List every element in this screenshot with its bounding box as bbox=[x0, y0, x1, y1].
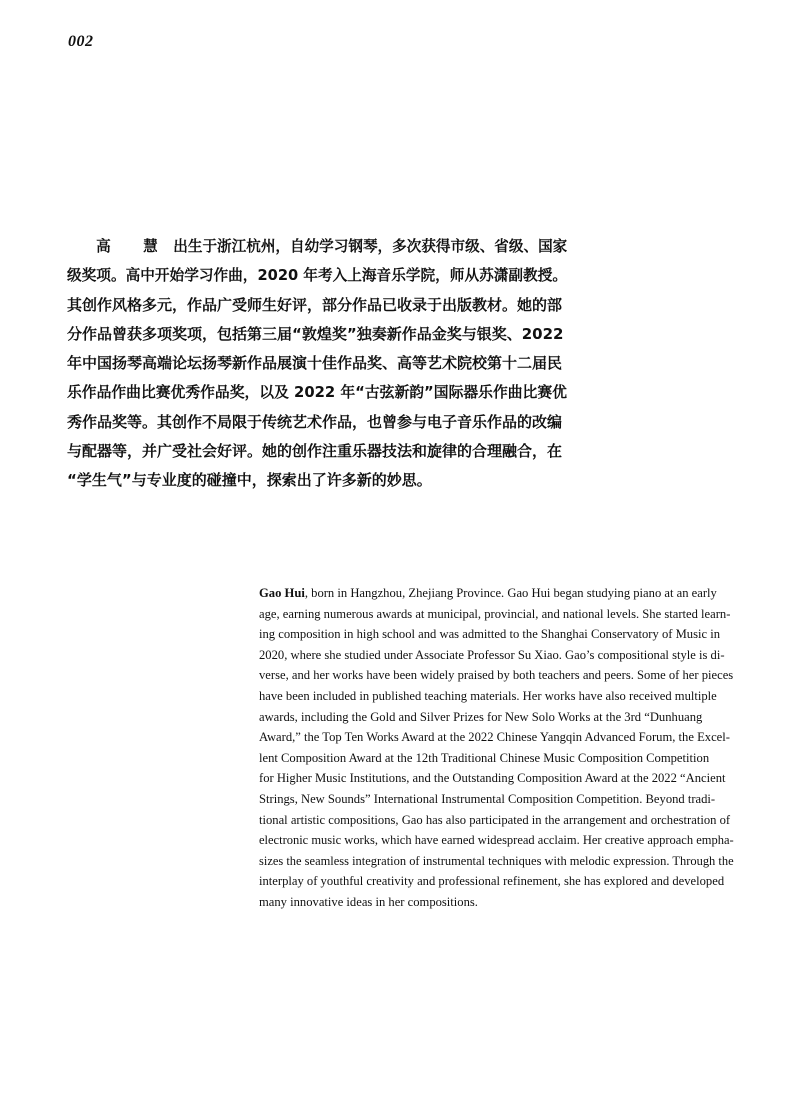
en-composer-name: Gao Hui bbox=[259, 586, 305, 600]
cn-line: 分作品曾获多项奖项，包括第三届“敦煌奖”独奏新作品金奖与银奖、2022 bbox=[67, 324, 564, 343]
cn-line: 年中国扬琴高端论坛扬琴新作品展演十佳作品奖、高等艺术院校第十二届民 bbox=[67, 354, 563, 373]
cn-line: 与配器等，并广受社会好评。她的创作注重乐器技法和旋律的合理融合，在 bbox=[67, 442, 563, 461]
cn-line: 乐作品作曲比赛优秀作品奖，以及 2022 年“古弦新韵”国际器乐作曲比赛优 bbox=[67, 383, 567, 402]
en-line: sizes the seamless integration of instrumental techniques with melodic expression. Through the bbox=[259, 853, 734, 868]
en-line bbox=[259, 583, 734, 604]
en-line: age, earning numerous awards at municipal, provincial, and national levels. She started learn- bbox=[259, 606, 731, 621]
en-line: Strings, New Sounds” International Instrumental Composition Competition. Beyond tradi- bbox=[259, 791, 716, 806]
en-line-text: , born in Hangzhou, Zhejiang Province. Gao Hui began studying piano at an early bbox=[304, 586, 717, 600]
cn-line: 秀作品奖等。其创作不局限于传统艺术作品，也曾参与电子音乐作品的改编 bbox=[67, 412, 563, 431]
en-line: have been included in published teaching materials. Her works have also received multiple bbox=[259, 688, 717, 703]
cn-composer-name: 高 慧 bbox=[96, 237, 172, 255]
cn-line: “学生气”与专业度的碰撞中，探索出了许多新的妙思。 bbox=[67, 471, 432, 490]
en-line: 2020, where she studied under Associate Professor Su Xiao. Gao’s compositional style is di- bbox=[259, 647, 725, 662]
en-line: tional artistic compositions, Gao has also participated in the arrangement and orchestration of bbox=[259, 812, 731, 827]
cn-line bbox=[67, 232, 568, 261]
en-line: verse, and her works have been widely praised by both teachers and peers. Some of her pieces bbox=[259, 668, 734, 683]
en-line: awards, including the Gold and Silver Prizes for New Solo Works at the 3rd “Dunhuang bbox=[259, 709, 703, 724]
en-line: many innovative ideas in her compositions. bbox=[259, 894, 478, 909]
english-biography bbox=[259, 583, 734, 913]
cn-line-text: 出生于浙江杭州，自幼学习钢琴，多次获得市级、省级、国家 bbox=[173, 237, 568, 255]
page-number: 002 bbox=[68, 33, 94, 50]
en-line: interplay of youthful creativity and professional refinement, she has explored and developed bbox=[259, 874, 725, 889]
en-line: for Higher Music Institutions, and the Outstanding Composition Award at the 2022 “Ancient bbox=[259, 771, 726, 786]
cn-line: 级奖项。高中开始学习作曲，2020 年考入上海音乐学院，师从苏潇副教授。 bbox=[67, 266, 568, 285]
en-line: ing composition in high school and was admitted to the Shanghai Conservatory of Music in bbox=[259, 627, 721, 642]
en-line: electronic music works, which have earned widespread acclaim. Her creative approach empha- bbox=[259, 833, 734, 848]
cn-line: 其创作风格多元，作品广受师生好评，部分作品已收录于出版教材。她的部 bbox=[67, 295, 563, 314]
en-line: Award,” the Top Ten Works Award at the 2022 Chinese Yangqin Advanced Forum, the Excel- bbox=[259, 730, 730, 745]
chinese-biography bbox=[67, 232, 567, 496]
en-line: lent Composition Award at the 12th Traditional Chinese Music Composition Competition bbox=[259, 750, 710, 765]
